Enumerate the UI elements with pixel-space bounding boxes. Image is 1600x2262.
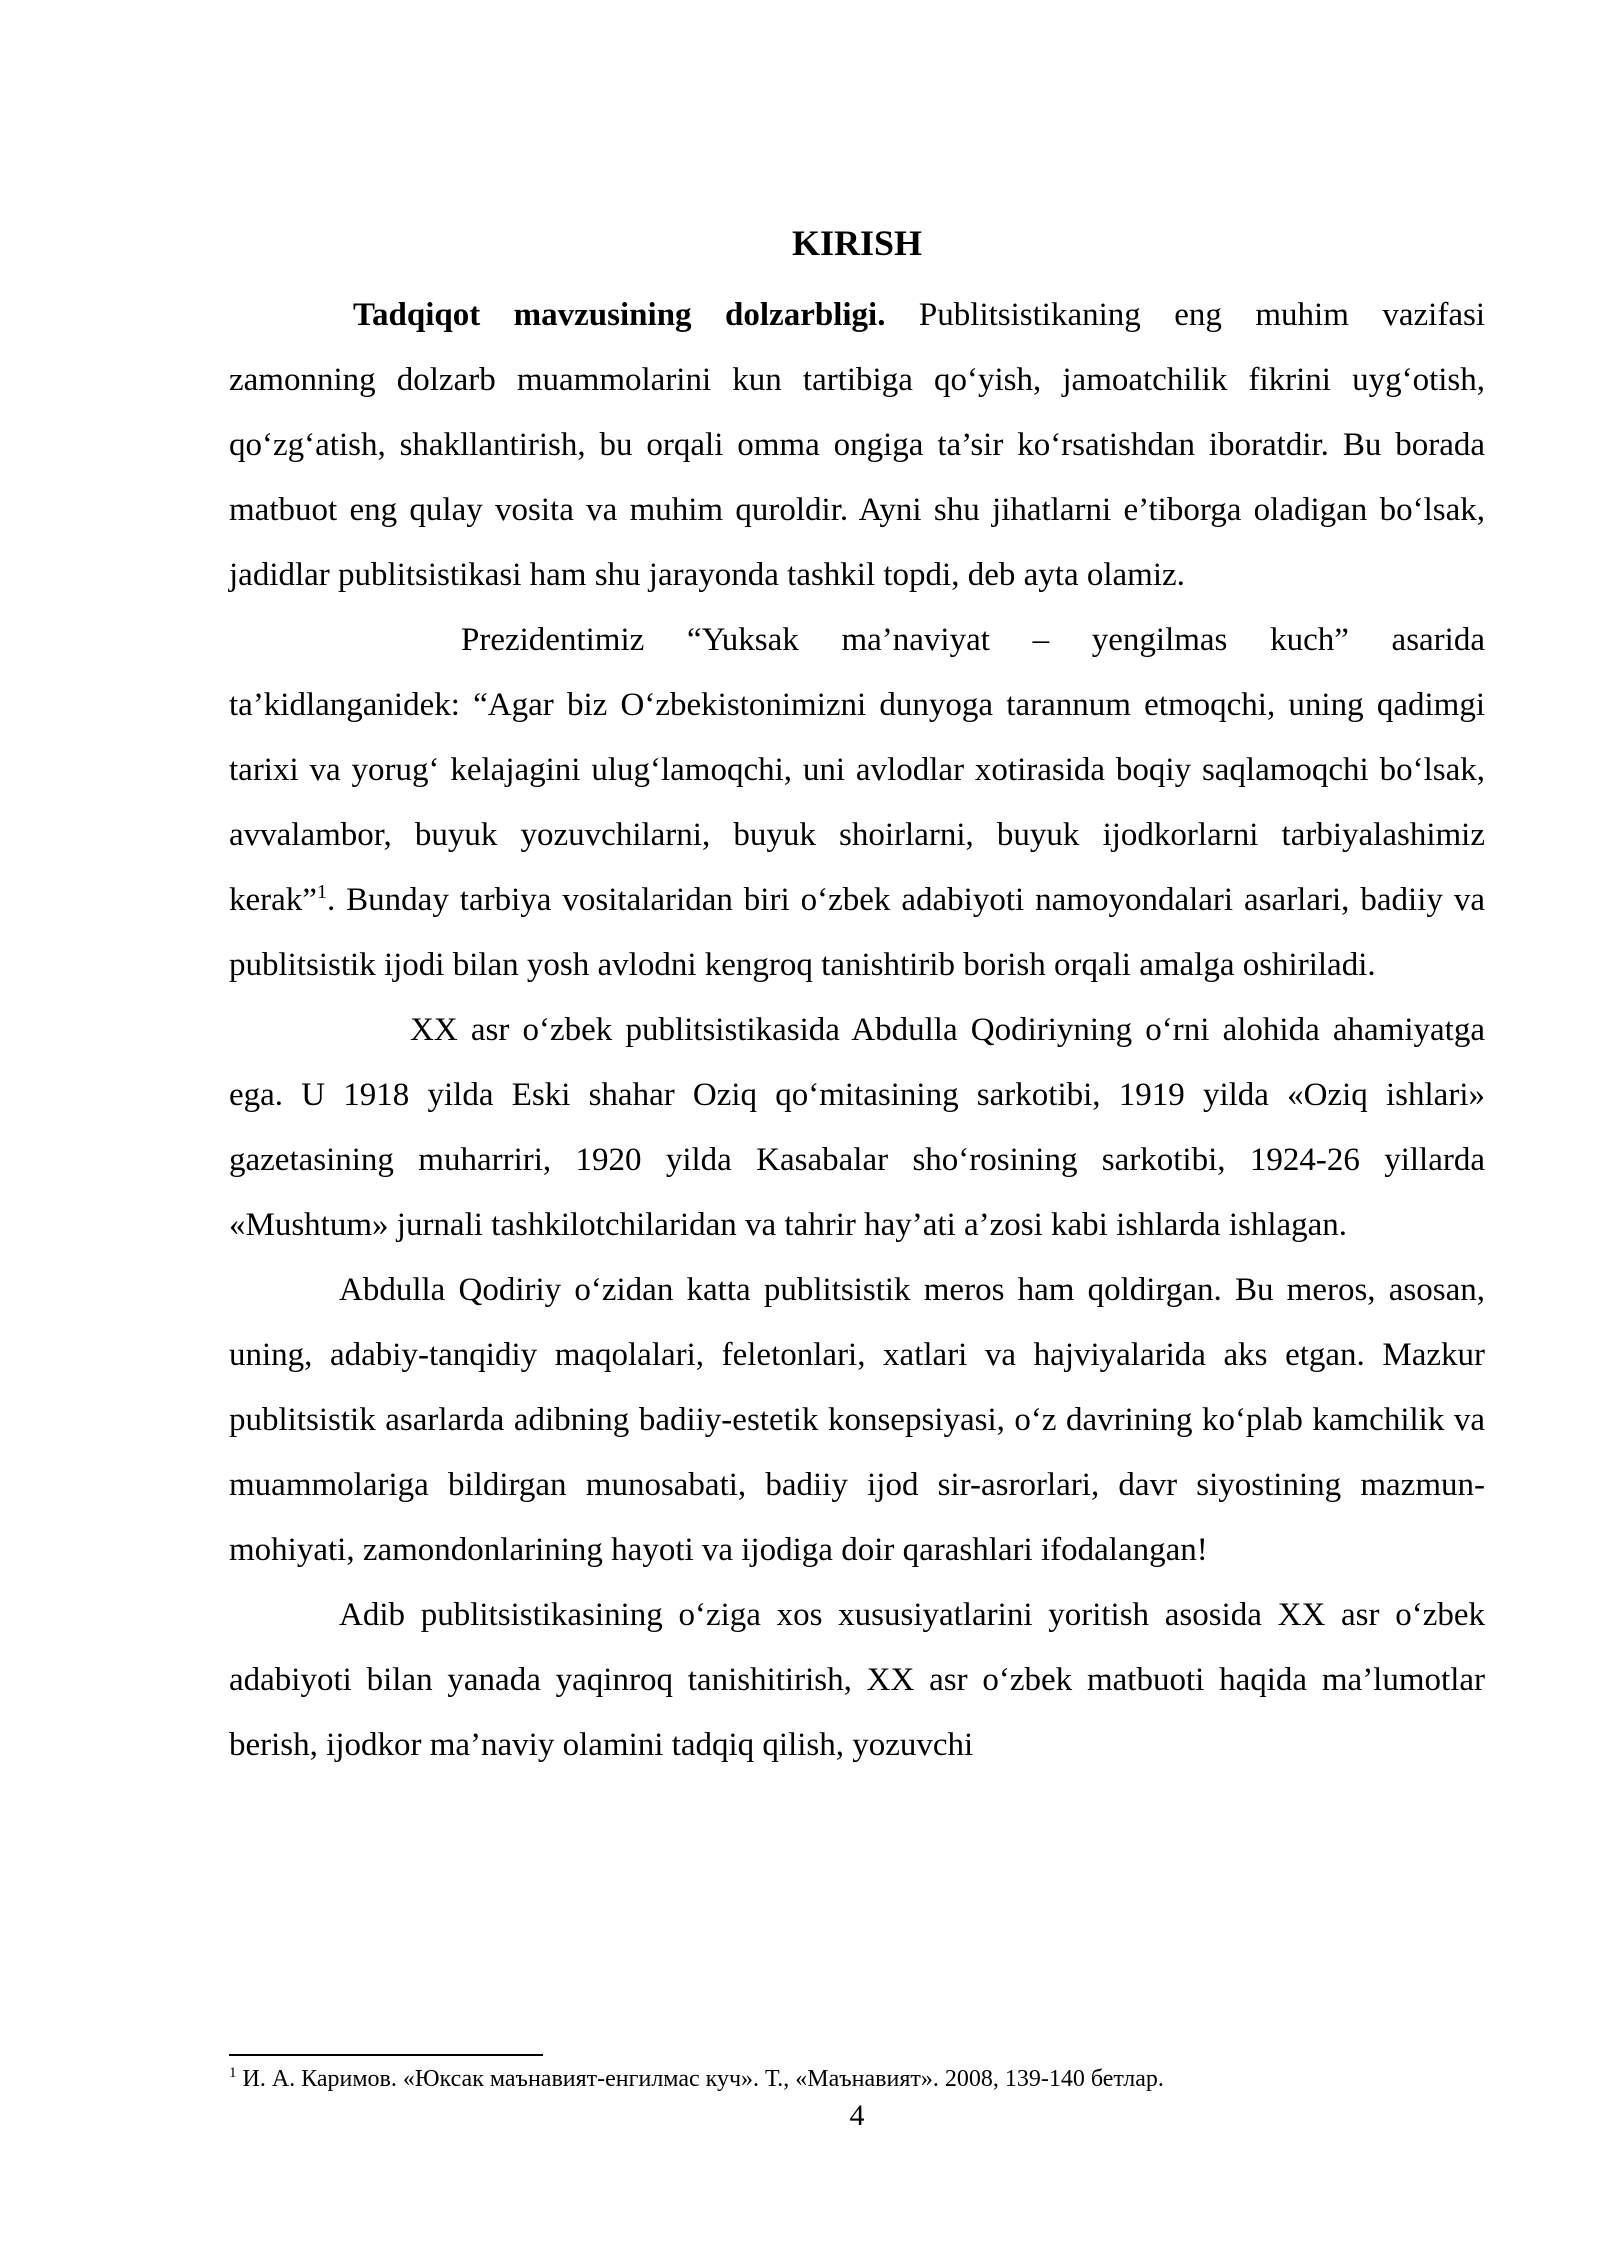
paragraph-text: Abdulla Qodiriy o‘zidan katta publitsistik meros ham qoldirgan. Bu meros, asosan, uning, adabiy-tanqidiy maqolalari, feletonlari, xatlari va hajviyalarida aks etgan. Mazkur publitsistik asarlarda adibning badiiy-estetik konsepsiyasi, o‘z davrining ko‘plab kamchilik va muammolariga bildirgan munosabati, badiiy ijod sir-asrorlari, davr siyostining mazmun-mohiyati, zamondonlarining hayoti va ijodiga doir qarashlari ifodalangan! [229,1272,1485,1568]
footnote-reference[interactable]: 1 [316,881,327,903]
paragraph-aims [229,1583,1485,1778]
paragraph-heritage [229,1258,1485,1583]
paragraph-text: Publitsistikaning eng muhim vazifasi zamonning dolzarb muammolarini kun tartibiga qo‘yish, jamoatchilik fikrini uyg‘otish, qo‘zg‘atish, shakllantirish, bu orqali omma ongiga ta’sir ko‘rsatishdan iboratdir. Bu borada matbuot eng qulay vosita va muhim quroldir. Ayni shu jihatlarni e’tiborga oladigan bo‘lsak, jadidlar publitsistikasi ham shu jarayonda tashkil topdi, deb ayta olamiz. [229,297,1485,593]
paragraph-lead-title: Tadqiqot mavzusining dolzarbligi. [353,297,886,333]
document-body [229,283,1485,1778]
paragraph-biography [229,998,1485,1258]
paragraph-relevance [229,283,1485,608]
footnote-separator [229,2054,543,2056]
section-heading: KIRISH [791,223,923,263]
footnote [229,2063,1485,2095]
footnote-mark: 1 [229,2065,237,2081]
paragraph-text: Prezidentimiz “Yuksak ma’naviyat – yengilmas kuch” asarida ta’kidlanganidek: “Agar biz O‘zbekistonimizni dunyoga tarannum etmoqchi, uning qadimgi tarixi va yorug‘ kelajagini ulug‘lamoqchi, uni avlodlar xotirasida boqiy saqlamoqchi bo‘lsak, avvalambor, buyuk yozuvchilarni, buyuk shoirlarni, buyuk ijodkorlarni tarbiyalashimiz kerak” [229,622,1485,918]
paragraph-text-continued: . Bunday tarbiya vositalaridan biri o‘zbek adabiyoti namoyondalari asarlari, badiiy va publitsistik ijodi bilan yosh avlodni kengroq tanishtirib borish orqali amalga oshiriladi. [229,882,1485,983]
paragraph-quote [229,608,1485,998]
page-number: 4 [849,2099,865,2132]
footnote-text: И. А. Каримов. «Юксак маънавият-енгилмас куч». Т., «Маънавият». 2008, 139-140 бетлар. [236,2066,1164,2092]
paragraph-text: XX asr o‘zbek publitsistikasida Abdulla Qodiriyning o‘rni alohida ahamiyatga ega. U 1918 yilda Eski shahar Oziq qo‘mitasining sarkotibi, 1919 yilda «Oziq ishlari» gazetasining muharriri, 1920 yilda Kasabalar sho‘rosining sarkotibi, 1924-26 yillarda «Mushtum» jurnali tashkilotchilaridan va tahrir hay’ati a’zosi kabi ishlarda ishlagan. [229,1012,1485,1243]
paragraph-text: Adib publitsistikasining o‘ziga xos xususiyatlarini yoritish asosida XX asr o‘zbek adabiyoti bilan yanada yaqinroq tanishitirish, XX asr o‘zbek matbuoti haqida ma’lumotlar berish, ijodkor ma’naviy olamini tadqiq qilish, yozuvchi [229,1597,1485,1763]
